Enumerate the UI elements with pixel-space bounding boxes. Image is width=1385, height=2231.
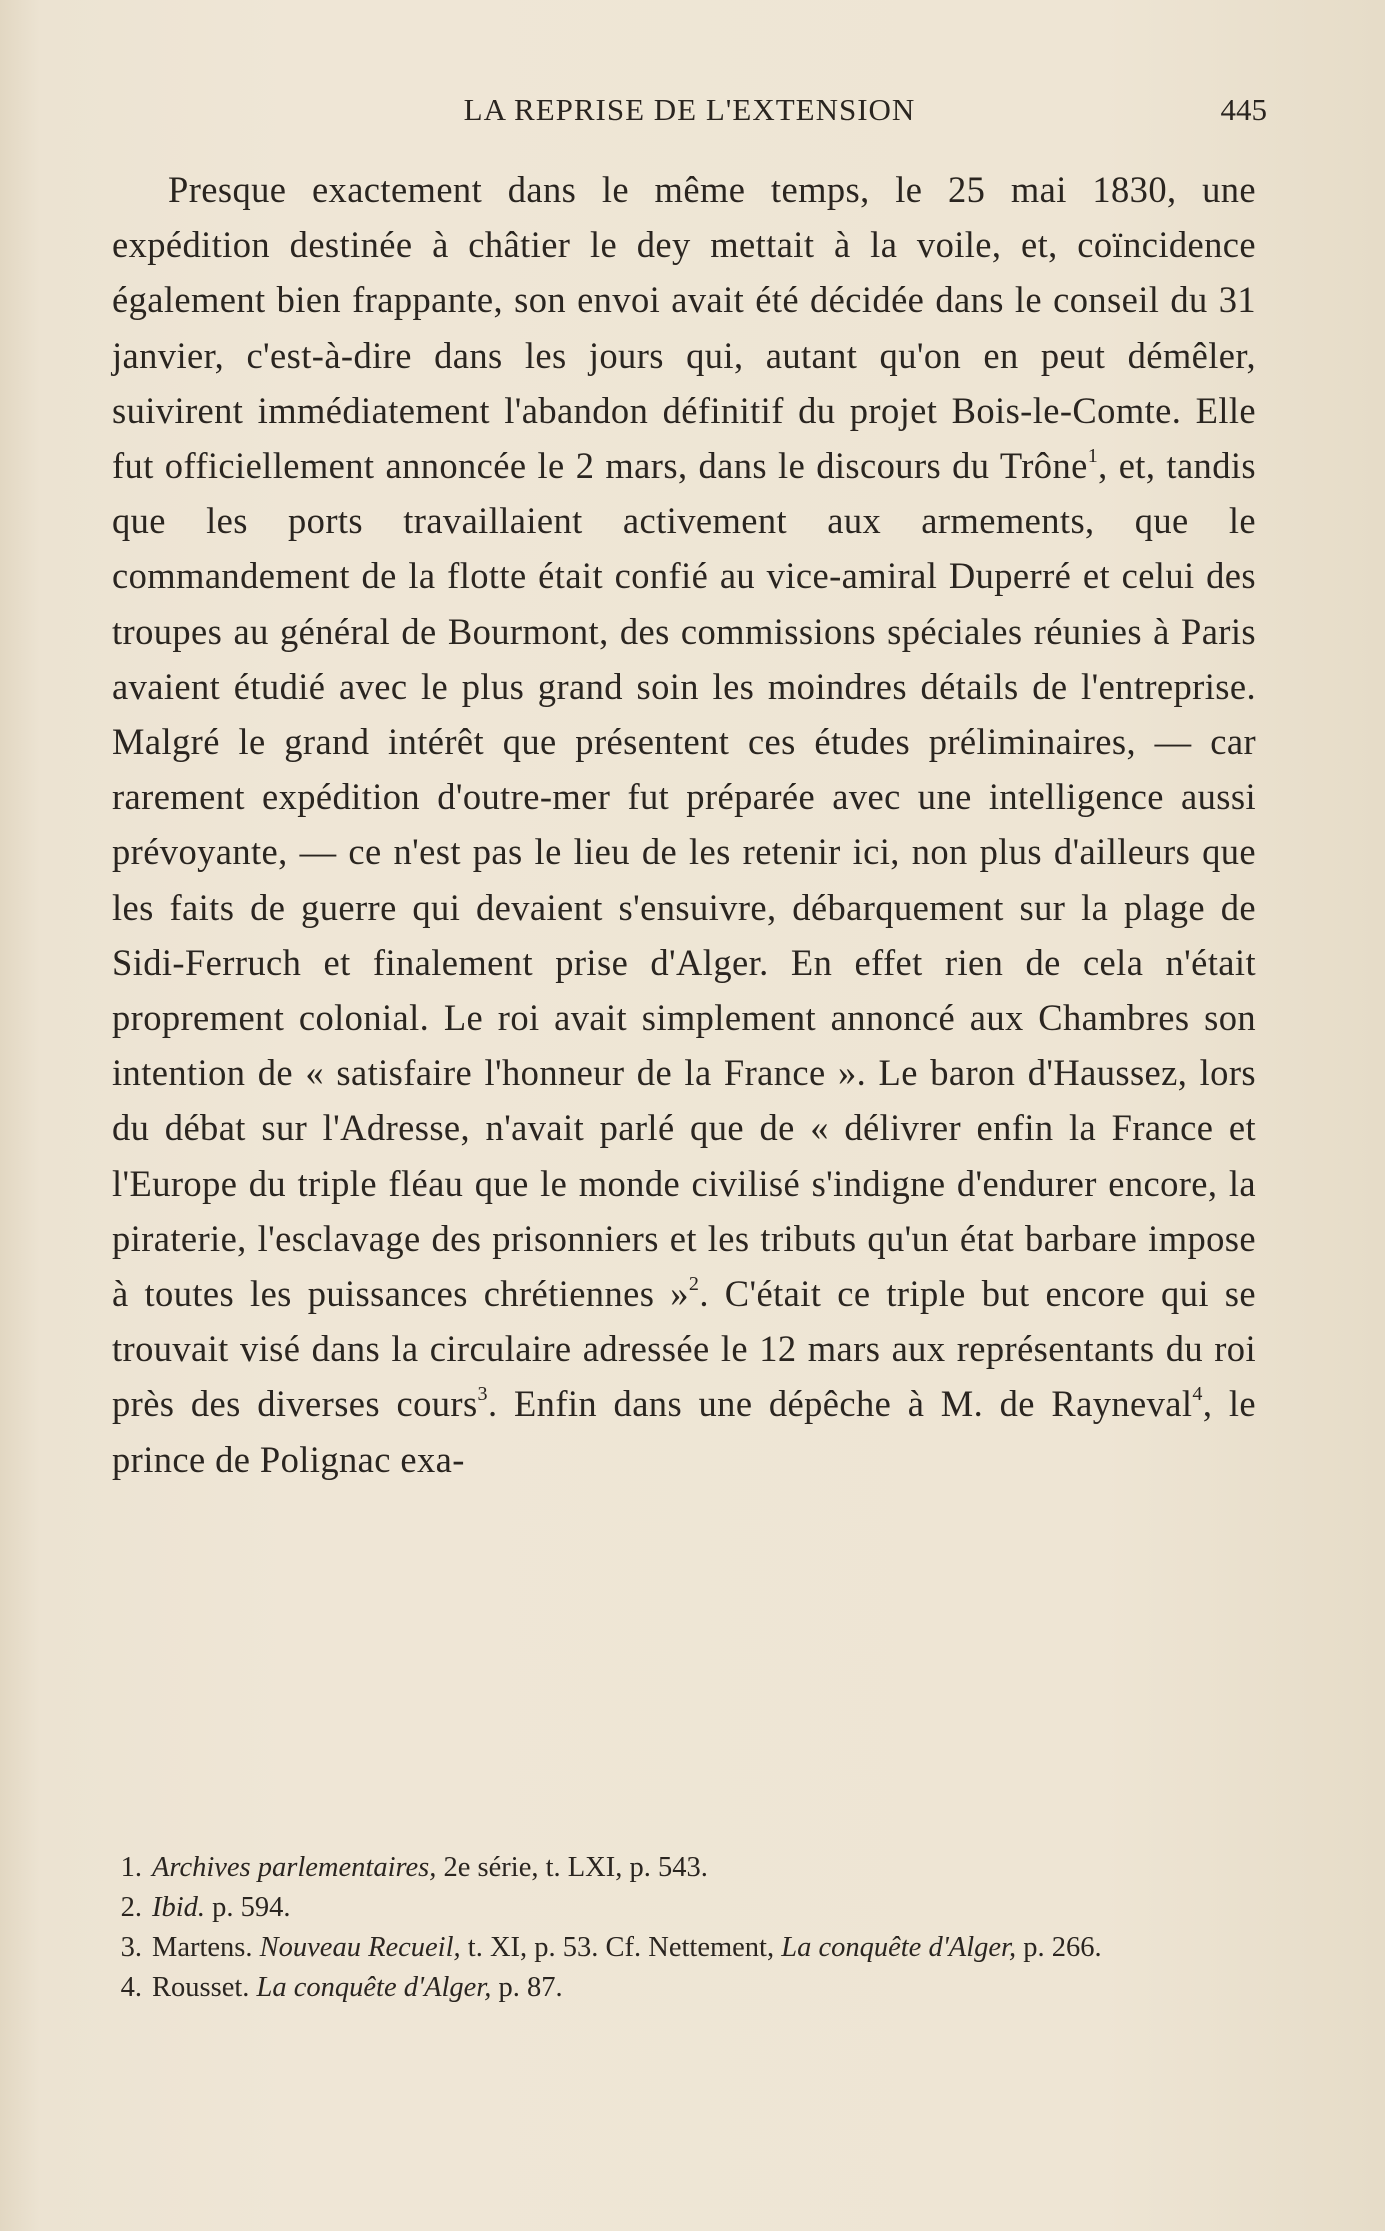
paragraph-text-4: . Enfin dans une dépêche à M. de Rayneval bbox=[487, 1383, 1193, 1425]
footnote-3 bbox=[112, 1928, 1256, 1968]
footnote-2 bbox=[112, 1888, 1256, 1928]
footnote-ref-1[interactable]: 1 bbox=[1087, 444, 1099, 467]
footnote-source: La conquête d'Alger, bbox=[256, 1972, 492, 2003]
footnote-detail: 2e série, t. LXI, p. 543. bbox=[436, 1852, 708, 1883]
paragraph-text-3: . C'était ce triple but encore qui se trouvait visé dans la circulaire adressée le 12 mars aux représentants du roi près des diverses cours bbox=[112, 1273, 1257, 1425]
footnote-number: 3. bbox=[120, 1932, 142, 1963]
page-number: 445 bbox=[1220, 92, 1267, 127]
footnote-ref-4[interactable]: 4 bbox=[1192, 1383, 1203, 1406]
footnote-number: 4. bbox=[120, 1972, 142, 2003]
footnote-author: Rousset. bbox=[152, 1972, 257, 2003]
footnote-4 bbox=[112, 1968, 1256, 2008]
footnote-detail: t. XI, p. 53. Cf. Nettement, bbox=[460, 1932, 782, 1963]
footnote-ref-3[interactable]: 3 bbox=[477, 1383, 488, 1406]
footnote-source-2: La conquête d'Alger, bbox=[781, 1932, 1017, 1963]
footnote-source: Ibid. bbox=[152, 1892, 206, 1923]
paragraph-text-1: Presque exactement dans le même temps, le 25 mai 1830, une expédition destinée à châtier le dey mettait à la voile, et, coïncidence également bien frappante, son envoi avait été décidée dans le conseil du 31 janvier, c'est-à-dire dans les jours qui, autant qu'on en peut démêler, suivirent immédiatement l'abandon définitif du projet Bois-le-Comte. Elle fut officiellement annoncée le 2 mars, dans le discours du Trône bbox=[112, 169, 1256, 487]
footnotes bbox=[112, 1848, 1256, 2008]
footnote-source: Archives parlementaires, bbox=[152, 1852, 437, 1883]
paragraph-text-2: , et, tandis que les ports travaillaient activement aux armements, que le commandement de la flotte était confié au vice-amiral Duperré et celui des troupes au général de Bourmont, des commissions spéciales réunies à Paris avaient étudié avec le plus grand soin les moindres détails de l'entreprise. Malgré le grand intérêt que présentent ces études préliminaires, — car rarement expédition d'outre-mer fut préparée avec une intelligence aussi prévoyante, — ce n'est pas le lieu de les retenir ici, non plus d'ailleurs que les faits de guerre qui devaient s'ensuivre, débarquement sur la plage de Sidi-Ferruch et finalement prise d'Alger. En effet rien de cela n'était proprement colonial. Le roi avait simplement annoncé aux Chambres son intention de « satisfaire l'honneur de la France ». Le baron d'Haussez, lors du débat sur l'Adresse, n'avait parlé que de « délivrer enfin la France et l'Europe du triple fléau que le monde civilisé s'indigne d'endurer encore, la piraterie, l'esclavage des prisonniers et les tributs qu'un état barbare impose à toutes les puissances chrétiennes » bbox=[112, 445, 1257, 1315]
footnote-detail: p. 87. bbox=[491, 1972, 563, 2003]
main-paragraph bbox=[112, 162, 1256, 1487]
footnote-number: 2. bbox=[120, 1892, 142, 1923]
footnote-1 bbox=[112, 1848, 1256, 1888]
footnote-detail: p. 594. bbox=[205, 1892, 291, 1923]
footnote-number: 1. bbox=[120, 1852, 142, 1883]
running-title: LA REPRISE DE L'EXTENSION bbox=[463, 92, 916, 127]
footnote-source: Nouveau Recueil, bbox=[259, 1932, 461, 1963]
page-header bbox=[112, 92, 1267, 142]
footnote-author: Martens. bbox=[152, 1932, 260, 1963]
paragraph-text-5: , le prince de Polignac exa- bbox=[112, 1383, 1256, 1480]
footnote-detail-2: p. 266. bbox=[1016, 1932, 1102, 1963]
footnote-ref-2[interactable]: 2 bbox=[688, 1273, 700, 1296]
